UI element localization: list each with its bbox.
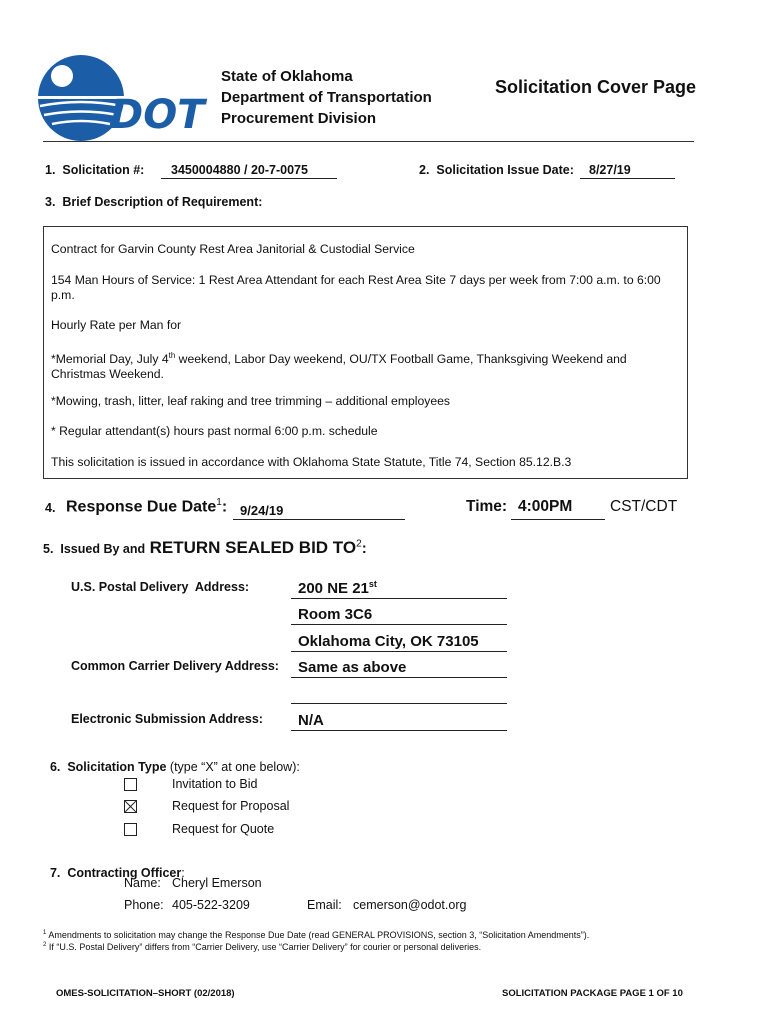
- carrier-underline-1: [291, 677, 507, 678]
- issue-date-label: 2. Solicitation Issue Date:: [419, 163, 574, 177]
- description-label: 3. Brief Description of Requirement:: [45, 195, 263, 209]
- header-divider: [43, 141, 694, 142]
- postal-address-line-2: Room 3C6: [298, 606, 373, 623]
- option-request-for-proposal: Request for Proposal: [172, 799, 290, 813]
- holiday-text-b: weekend, Labor Day weekend, OU/TX Football Game, Thanksgiving Weekend and Christmas Weekend.: [51, 352, 627, 382]
- time-underline: [511, 519, 605, 520]
- description-line-6: * Regular attendant(s) hours past normal 6:00 p.m. schedule: [51, 424, 378, 438]
- response-due-number: 4.: [45, 501, 56, 515]
- odot-logo: [36, 52, 216, 142]
- postal-address-line-1: 200 NE 21st: [298, 579, 377, 597]
- org-line-3: Procurement Division: [221, 110, 377, 127]
- holiday-sup: th: [168, 351, 176, 360]
- officer-email-value[interactable]: cemerson@odot.org: [353, 898, 467, 912]
- address-underline-3: [291, 651, 507, 652]
- response-due-label: Response Due Date$^1$:: [66, 497, 228, 516]
- response-due-value: 9/24/19: [240, 503, 284, 518]
- time-label: Time:: [466, 498, 508, 515]
- option-invitation-to-bid: Invitation to Bid: [172, 777, 258, 791]
- address-underline-1: [291, 598, 507, 599]
- officer-name-value: Cheryl Emerson: [172, 876, 262, 890]
- footnote-2: $^2$ If “U.S. Postal Delivery” differs from “Carrier Delivery, use “Carrier Delivery” for courier or personal deliveries.: [43, 942, 482, 952]
- document-title: Solicitation Cover Page: [495, 77, 697, 97]
- solicitation-type-heading: 6. Solicitation Type (type “X” at one below):: [49, 760, 300, 774]
- holiday-text-a: *Memorial Day, July 4: [51, 352, 169, 367]
- footnote-1: $^1$ Amendments to solicitation may change the Response Due Date (read GENERAL PROVISIONS, section 3, “Solicitation Amendments”).: [43, 930, 590, 940]
- description-line-7: This solicitation is issued in accordance with Oklahoma State Statute, Title 74, Section 85.12.B.3: [51, 455, 572, 469]
- footer-form-id: OMES-SOLICITATION–SHORT (02/2018): [56, 988, 235, 999]
- org-line-1: State of Oklahoma: [221, 68, 353, 85]
- response-due-underline: [233, 519, 405, 520]
- option-request-for-quote: Request for Quote: [172, 822, 275, 836]
- description-line-4: [51, 348, 681, 382]
- description-line-5: *Mowing, trash, litter, leaf raking and tree trimming – additional employees: [51, 394, 450, 408]
- description-line-3: Hourly Rate per Man for: [51, 318, 182, 332]
- checkbox-request-for-proposal[interactable]: [124, 800, 137, 813]
- officer-name-label: Name:: [124, 876, 161, 890]
- issue-date-underline: [580, 178, 675, 179]
- description-line-1: Contract for Garvin County Rest Area Janitorial & Custodial Service: [51, 242, 415, 256]
- solicitation-number-label: 1. Solicitation #:: [45, 163, 145, 177]
- electronic-address-label: Electronic Submission Address:: [71, 712, 263, 726]
- address-underline-2: [291, 624, 507, 625]
- electronic-underline: [291, 730, 507, 731]
- checkbox-invitation-to-bid[interactable]: [124, 778, 137, 791]
- timezone: CST/CDT: [610, 498, 678, 515]
- issue-date-value: 8/27/19: [589, 163, 631, 177]
- time-value: 4:00PM: [518, 498, 573, 515]
- description-box: [43, 226, 688, 479]
- carrier-address-label: Common Carrier Delivery Address:: [71, 659, 279, 673]
- officer-email-label: Email:: [307, 898, 342, 912]
- carrier-address-value: Same as above: [298, 659, 407, 676]
- checkbox-request-for-quote[interactable]: [124, 823, 137, 836]
- footer-page-number: SOLICITATION PACKAGE PAGE 1 OF 10: [502, 988, 683, 999]
- org-line-2: Department of Transportation: [221, 89, 432, 106]
- contracting-officer-heading: 7. Contracting Officer:: [49, 866, 185, 880]
- return-bid-heading: 5. Issued By and RETURN SEALED BID $TO^2$:: [43, 538, 367, 557]
- description-line-2: 154 Man Hours of Service: 1 Rest Area Attendant for each Rest Area Site 7 days per week from 7:00 a.m. to 6:00 p.m.: [51, 273, 661, 302]
- electronic-address-value: N/A: [298, 712, 324, 729]
- logo-text: DOT: [110, 92, 205, 138]
- officer-phone-label: Phone:: [124, 898, 164, 912]
- officer-phone-value: 405-522-3209: [172, 898, 250, 912]
- postal-address-label: U.S. Postal Delivery Address:: [71, 580, 250, 594]
- carrier-underline-2: [291, 703, 507, 704]
- solicitation-number-value: 3450004880 / 20-7-0075: [171, 163, 308, 177]
- solicitation-number-underline: [161, 178, 337, 179]
- postal-address-line-3: Oklahoma City, OK 73105: [298, 633, 479, 650]
